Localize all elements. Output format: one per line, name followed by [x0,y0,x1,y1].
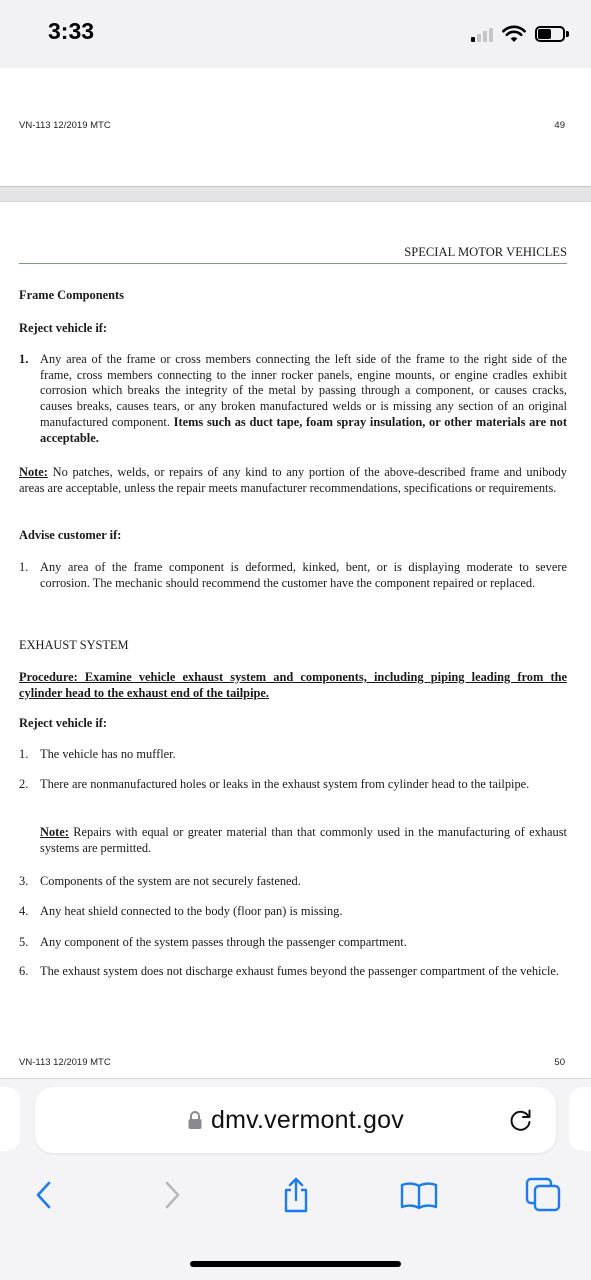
list-item-text: Any area of the frame or cross members connecting the left side of the frame to the right side of the frame, cross members connecting to the inner rocker panels, engine mounts, or engine cradles exhibit corrosion which breaks the integrity of the metal by passing through a component, or causes cracks, causes breaks, causes tears, or any broken manufactured welds or is missing any section of an original manufactured component. [40,352,567,429]
back-icon [33,1180,55,1210]
share-button[interactable] [276,1175,316,1215]
bookmarks-icon [399,1179,439,1211]
status-time: 3:33 [48,18,95,44]
frame-reject-label: Reject vehicle if: [19,321,108,335]
note-label: Note: [19,465,48,479]
cellular-signal-icon [471,26,493,42]
address-bar[interactable] [35,1087,556,1153]
browser-toolbar [0,1175,591,1219]
battery-icon [535,26,569,42]
status-icons [471,24,569,44]
list-item-text: Components of the system are not securely fastened. [40,874,301,888]
footer-form-id: VN-113 12/2019 MTC [19,1057,111,1068]
exhaust-item-3 [19,874,567,890]
home-indicator[interactable] [190,1261,401,1267]
list-number: 2. [19,777,29,791]
frame-components-heading: Frame Components [19,288,124,302]
list-number: 1. [19,560,29,574]
note-label: Note: [40,825,69,839]
share-icon [280,1176,312,1214]
lock-icon [187,1110,203,1130]
exhaust-procedure: Procedure: Examine vehicle exhaust system and components, including piping leading from the cylinder head to the exhaust end of the tailpipe. [19,670,567,700]
list-number: 4. [19,904,29,918]
exhaust-item-1 [19,747,567,763]
status-bar [0,0,591,68]
advise-item-1 [19,560,567,591]
list-number: 6. [19,964,29,978]
list-number: 1. [19,747,29,761]
frame-note [19,465,567,496]
exhaust-item-2 [19,777,567,793]
exhaust-reject-label: Reject vehicle if: [19,716,108,730]
list-item-text: There are nonmanufactured holes or leaks in the exhaust system from cylinder head to the tailpipe. [40,777,530,791]
list-item-bold-text: Items such as duct tape, foam spray insulation, or other materials are not acceptable. [40,414,567,445]
footer-form-id: VN-113 12/2019 MTC [19,120,111,131]
exhaust-note [19,825,567,856]
list-item-text: Any area of the frame component is deformed, kinked, bent, or is displaying moderate to severe corrosion. The mechanic should recommend the customer have the component repaired or replaced. [40,560,567,590]
exhaust-item-5 [19,935,567,951]
list-item-text: Any heat shield connected to the body (floor pan) is missing. [40,904,343,918]
page-separator [0,186,591,202]
exhaust-system-heading: EXHAUST SYSTEM [19,638,129,652]
note-text: Repairs with equal or greater material than that commonly used in the manufacturing of exhaust systems are permitted. [40,825,567,855]
next-tab-preview[interactable] [569,1087,591,1151]
list-item-text: The vehicle has no muffler. [40,747,176,761]
reload-icon[interactable] [508,1107,534,1133]
footer-page-number: 49 [554,120,565,131]
bookmarks-button[interactable] [399,1175,439,1215]
previous-tab-preview[interactable] [0,1087,20,1151]
section-header: SPECIAL MOTOR VEHICLES [19,245,567,264]
note-text: No patches, welds, or repairs of any kind to any portion of the above-described frame and unibody areas are acceptable, unless the repair meets manufacturer recommendations, specifications or requirements. [19,465,567,495]
browser-bottom-bar [0,1078,591,1280]
document-page [19,245,567,978]
advise-customer-label: Advise customer if: [19,528,122,542]
frame-reject-item-1 [19,352,567,446]
forward-icon [161,1180,183,1210]
exhaust-item-6 [19,964,567,980]
tabs-icon [524,1176,564,1214]
forward-button[interactable] [152,1175,192,1215]
url-text[interactable]: dmv.vermont.gov [211,1105,404,1134]
back-button[interactable] [24,1175,64,1215]
list-number: 5. [19,935,29,949]
tabs-button[interactable] [524,1175,564,1215]
list-number: 3. [19,874,29,888]
wifi-icon [502,25,526,43]
exhaust-item-4 [19,904,567,920]
footer-page-number: 50 [554,1057,565,1068]
list-item-text: The exhaust system does not discharge exhaust fumes beyond the passenger compartment of the vehicle. [40,964,559,978]
list-number: 1. [19,352,29,366]
list-item-text: Any component of the system passes through the passenger compartment. [40,935,407,949]
